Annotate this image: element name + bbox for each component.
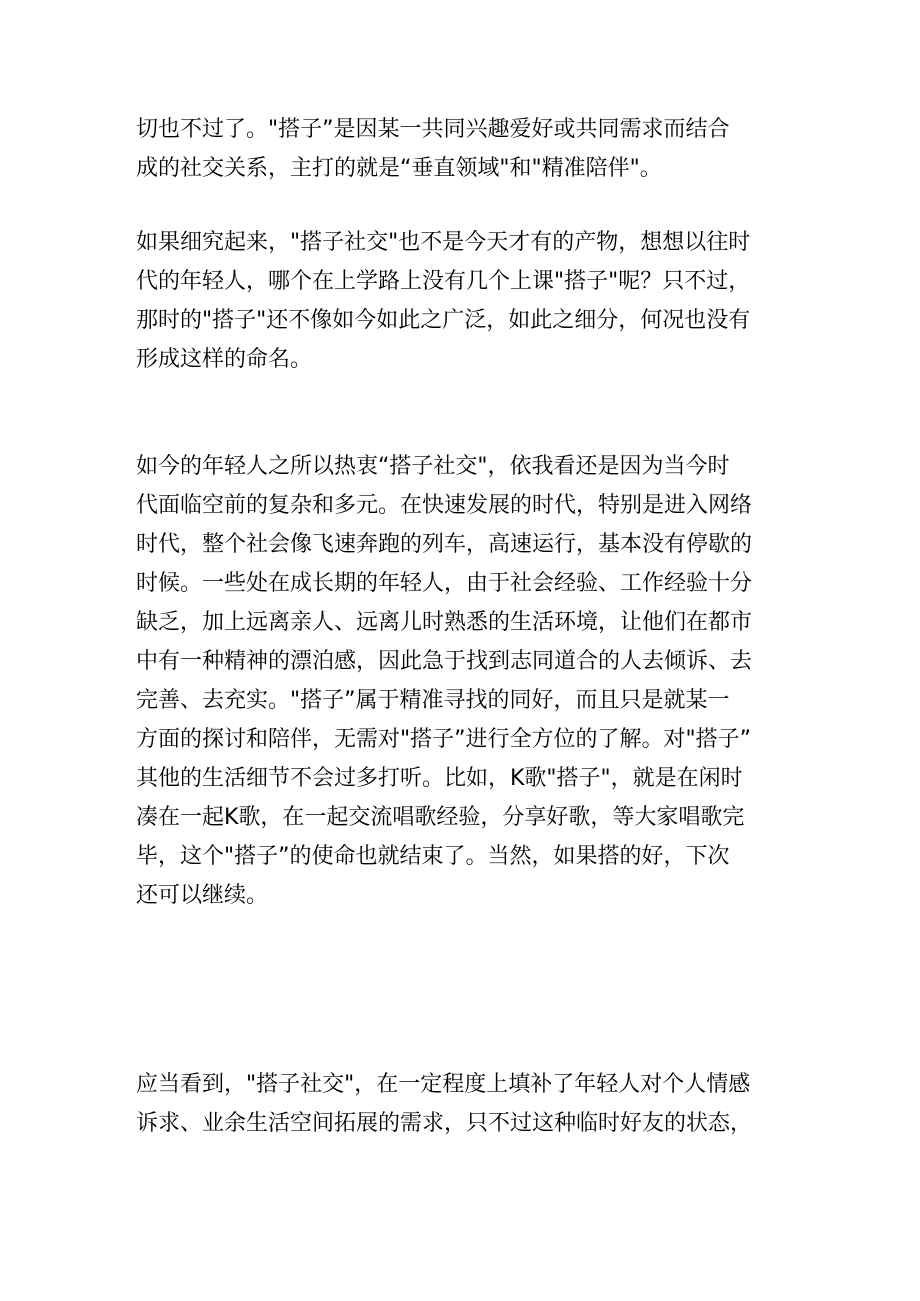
text-line: 成的社交关系，主打的就是“垂直领域"和"精准陪伴"。 [136, 156, 662, 181]
text-line: 应当看到，"搭子社交"，在一定程度上填补了年轻人对个人情感 [136, 1072, 751, 1097]
text-line: 毕，这个"搭子”的使命也就结束了。当然，如果搭的好，下次 [136, 844, 730, 869]
text-line: 时候。一些处在成长期的年轻人，由于社会经验、工作经验十分 [136, 571, 753, 596]
text-line: 其他的生活细节不会过多打听。比如，K歌"搭子"，就是在闲时 [136, 766, 743, 791]
text-line: 如果细究起来，"搭子社交"也不是今天才有的产物，想想以往时 [136, 230, 751, 255]
text-line: 缺乏，加上远离亲人、远离儿时熟悉的生活环境，让他们在都市 [136, 610, 753, 635]
text-line: 方面的探讨和陪伴，无需对"搭子”进行全方位的了解。对"搭子” [136, 727, 752, 752]
text-line: 时代，整个社会像飞速奔跑的列车，高速运行，基本没有停歇的 [136, 532, 753, 557]
paragraph-4 [136, 1065, 796, 1143]
text-line: 还可以继续。 [136, 883, 269, 908]
paragraph-1 [136, 110, 796, 188]
text-line: 凑在一起K歌，在一起交流唱歌经验，分享好歌，等大家唱歌完 [136, 805, 745, 830]
text-line: 中有一种精神的漂泊感，因此急于找到志同道合的人去倾诉、去 [136, 649, 753, 674]
text-line: 形成这样的命名。 [136, 347, 313, 372]
text-line: 代的年轻人，哪个在上学路上没有几个上课"搭子"呢？只不过， [136, 269, 751, 294]
text-line: 代面临空前的复杂和多元。在快速发展的时代，特别是进入网络 [136, 493, 753, 518]
paragraph-3 [136, 447, 796, 915]
text-line: 切也不过了。"搭子”是因某一共同兴趣爱好或共同需求而结合 [136, 117, 730, 142]
text-line: 如今的年轻人之所以热衷“搭子社交"，依我看还是因为当今时 [136, 454, 730, 479]
text-line: 完善、去充实。"搭子”属于精准寻找的同好，而且只是就某一 [136, 688, 730, 713]
paragraph-2 [136, 223, 796, 379]
text-line: 那时的"搭子"还不像如今如此之广泛，如此之细分，何况也没有 [136, 308, 751, 333]
text-line: 诉求、业余生活空间拓展的需求，只不过这种临时好友的状态， [136, 1111, 753, 1136]
